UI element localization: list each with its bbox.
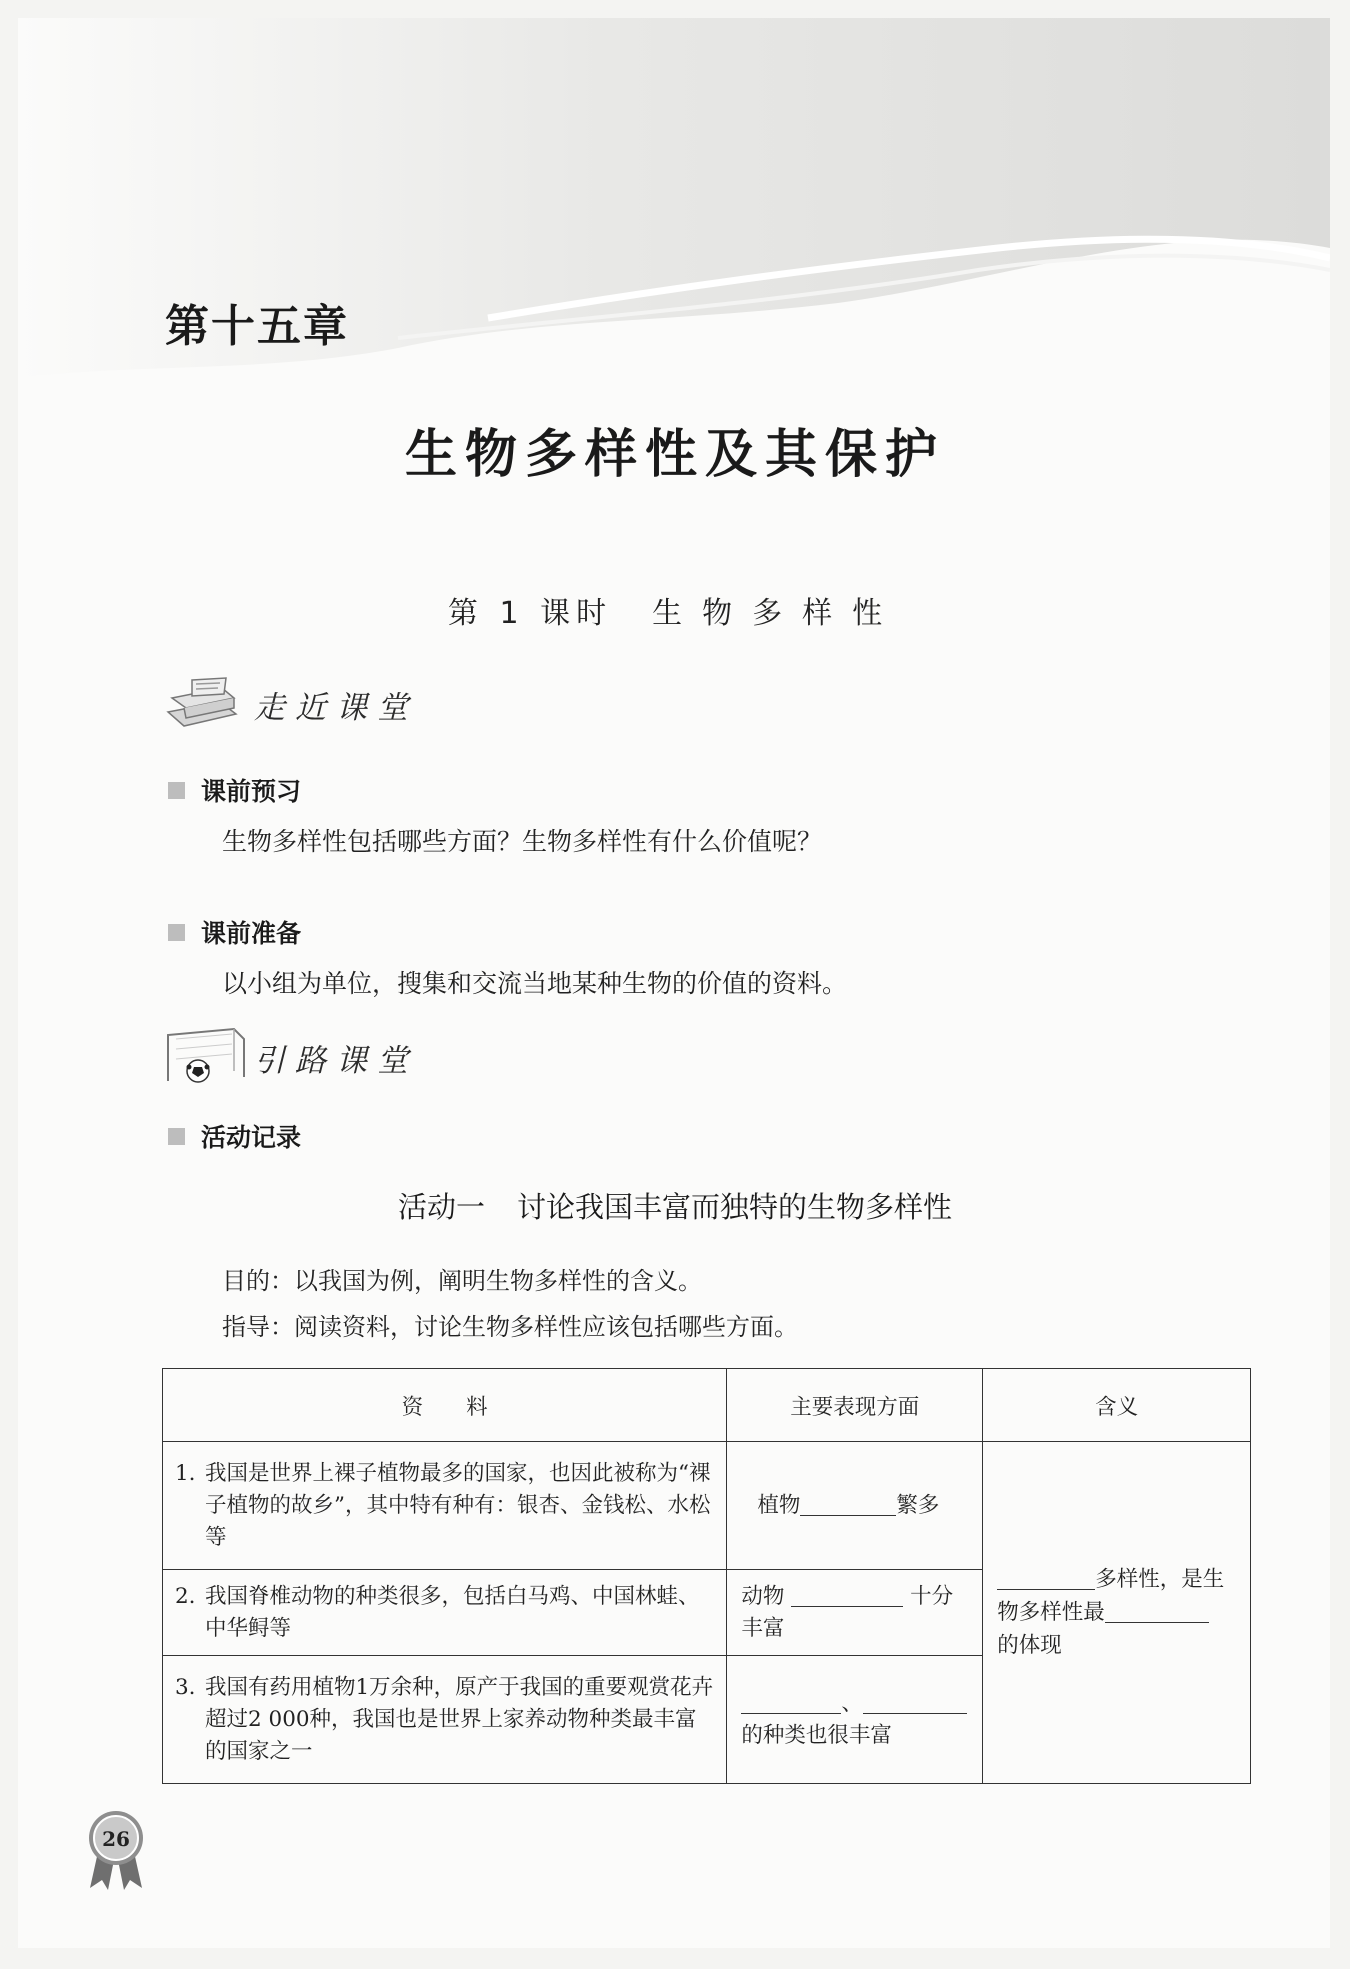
- column-header-material: 资 料: [163, 1369, 727, 1442]
- row-number: 1.: [175, 1460, 196, 1486]
- aspect-suffix: 十分丰富: [741, 1583, 954, 1641]
- subheading-preview: [168, 772, 301, 808]
- row-number: 3.: [175, 1674, 196, 1700]
- answer-blank[interactable]: [1105, 1622, 1209, 1623]
- preview-text: 生物多样性包括哪些方面？生物多样性有什么价值呢？: [222, 827, 823, 856]
- soccer-goal-icon: [162, 1025, 252, 1087]
- diversity-table: [162, 1368, 1251, 1784]
- lesson-number: 第 1 课时: [447, 596, 613, 631]
- meaning-text: 多样性，是生物多样性最: [997, 1567, 1225, 1625]
- material-text: 我国有药用植物1万余种，原产于我国的重要观赏花卉超过2 000种，我国也是世界上家养动物种类最丰富的国家之一: [205, 1674, 714, 1764]
- column-header-aspect: 主要表现方面: [727, 1369, 983, 1442]
- answer-blank[interactable]: [741, 1713, 841, 1714]
- section-heading-guide: [162, 1025, 422, 1085]
- activity-number: 活动一: [397, 1190, 485, 1224]
- purpose-line: [222, 1261, 702, 1296]
- chapter-title: 生物多样性及其保护: [404, 424, 945, 485]
- section-heading-approach: [162, 672, 422, 732]
- aspect-prefix: 动物: [741, 1583, 785, 1609]
- answer-blank[interactable]: [997, 1589, 1095, 1590]
- chapter-label: 第十五章: [165, 301, 349, 352]
- record-heading: 活动记录: [201, 1123, 302, 1152]
- preview-heading: 课前预习: [201, 777, 302, 806]
- books-icon: [162, 672, 240, 734]
- square-bullet-icon: [168, 1128, 185, 1145]
- answer-blank[interactable]: [791, 1606, 903, 1607]
- guide-line: [222, 1307, 798, 1342]
- purpose-label: 目的：: [222, 1267, 294, 1295]
- table-row: [163, 1442, 1251, 1570]
- page-number: 26: [102, 1827, 130, 1851]
- section-title-guide: 引路课堂: [254, 1043, 418, 1079]
- subheading-record: [168, 1118, 301, 1154]
- column-header-meaning: 含义: [983, 1369, 1251, 1442]
- aspect-suffix: 繁多: [896, 1492, 940, 1518]
- purpose-text: 以我国为例，阐明生物多样性的含义。: [294, 1267, 702, 1295]
- subheading-prepare: [168, 914, 301, 950]
- row-number: 2.: [175, 1583, 196, 1609]
- section-title-approach: 走近课堂: [254, 690, 418, 726]
- guide-text: 阅读资料，讨论生物多样性应该包括哪些方面。: [294, 1313, 798, 1341]
- meaning-end: 的体现: [997, 1633, 1062, 1658]
- aspect-suffix: 的种类也很丰富: [741, 1722, 892, 1748]
- answer-blank[interactable]: [863, 1713, 967, 1714]
- medal-icon: [84, 1808, 148, 1892]
- lesson-title: [0, 588, 1350, 632]
- activity-name: 讨论我国丰富而独特的生物多样性: [517, 1190, 953, 1224]
- aspect-separator: 、: [841, 1690, 863, 1716]
- square-bullet-icon: [168, 782, 185, 799]
- lesson-topic: 生物多样性: [652, 596, 903, 631]
- prepare-text: 以小组为单位，搜集和交流当地某种生物的价值的资料。: [222, 969, 848, 998]
- square-bullet-icon: [168, 924, 185, 941]
- guide-label: 指导：: [222, 1313, 294, 1341]
- answer-blank[interactable]: [800, 1515, 896, 1516]
- material-text: 我国脊椎动物的种类很多，包括白马鸡、中国林蛙、中华鲟等: [205, 1583, 700, 1641]
- prepare-heading: 课前准备: [201, 919, 302, 948]
- material-text: 我国是世界上裸子植物最多的国家，也因此被称为“裸子植物的故乡”，其中特有种有：银杏、金钱松、水松等: [205, 1460, 711, 1550]
- table-header-row: [163, 1369, 1251, 1442]
- aspect-prefix: 植物: [757, 1492, 801, 1518]
- activity-title: [0, 1185, 1350, 1226]
